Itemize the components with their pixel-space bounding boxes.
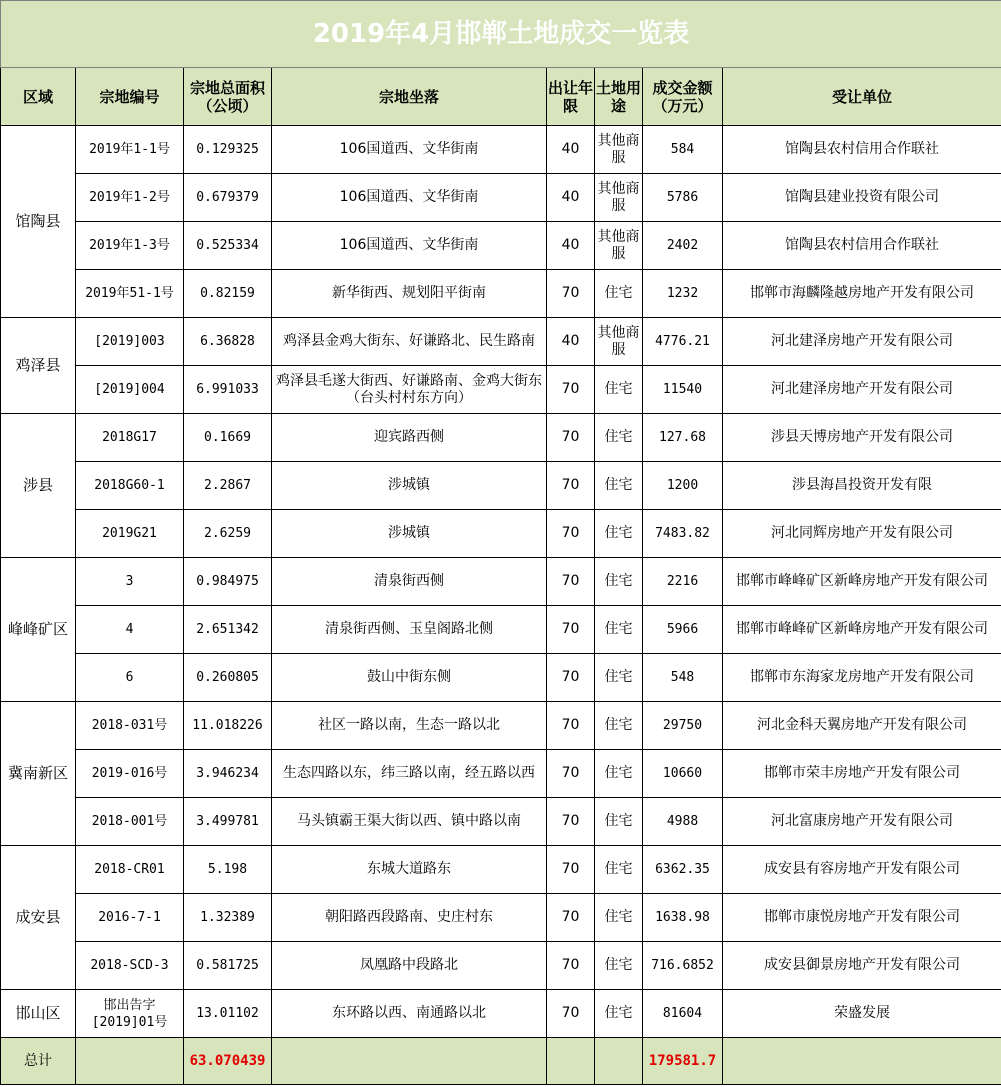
buyer-cell: 河北金科天翼房地产开发有限公司 [723, 702, 1001, 750]
term-cell: 70 [547, 510, 595, 558]
table-row [1, 606, 1001, 654]
table-row [1, 366, 1001, 414]
area-cell: 3.499781 [184, 798, 272, 846]
area-cell: 0.984975 [184, 558, 272, 606]
use-cell: 住宅 [595, 414, 643, 462]
location-cell: 新华街西、规划阳平街南 [272, 270, 547, 318]
term-cell: 70 [547, 462, 595, 510]
amount-cell: 548 [643, 654, 723, 702]
table-title: 2019年4月邯郸土地成交一览表 [1, 1, 1001, 68]
buyer-cell: 邯郸市峰峰矿区新峰房地产开发有限公司 [723, 558, 1001, 606]
area-cell: 2.2867 [184, 462, 272, 510]
location-cell: 鼓山中街东侧 [272, 654, 547, 702]
table-row [1, 702, 1001, 750]
buyer-cell: 馆陶县农村信用合作联社 [723, 126, 1001, 174]
parcel-no-cell: 2019年1-1号 [76, 126, 184, 174]
table-row [1, 990, 1001, 1038]
parcel-no-cell: 2019年1-2号 [76, 174, 184, 222]
location-cell: 东环路以西、南通路以北 [272, 990, 547, 1038]
header-use: 土地用途 [595, 68, 643, 126]
table-row [1, 750, 1001, 798]
location-cell: 生态四路以东，纬三路以南，经五路以西 [272, 750, 547, 798]
total-area: 63.070439 [184, 1038, 272, 1085]
term-cell: 70 [547, 750, 595, 798]
table-row [1, 846, 1001, 894]
table-row [1, 270, 1001, 318]
parcel-no-cell: 2018-031号 [76, 702, 184, 750]
table-row [1, 798, 1001, 846]
parcel-no-cell: 邯出告字[2019]01号 [76, 990, 184, 1038]
location-cell: 鸡泽县毛遂大街西、好谦路南、金鸡大街东（台头村村东方向） [272, 366, 547, 414]
term-cell: 40 [547, 126, 595, 174]
use-cell: 住宅 [595, 510, 643, 558]
location-cell: 涉城镇 [272, 462, 547, 510]
table-row [1, 414, 1001, 462]
term-cell: 70 [547, 414, 595, 462]
use-cell: 住宅 [595, 702, 643, 750]
buyer-cell: 河北建泽房地产开发有限公司 [723, 318, 1001, 366]
location-cell: 清泉街西侧 [272, 558, 547, 606]
region-cell: 鸡泽县 [1, 318, 76, 414]
parcel-no-cell: 2016-7-1 [76, 894, 184, 942]
buyer-cell: 成安县有容房地产开发有限公司 [723, 846, 1001, 894]
term-cell: 70 [547, 558, 595, 606]
buyer-cell: 邯郸市康悦房地产开发有限公司 [723, 894, 1001, 942]
use-cell: 其他商服 [595, 318, 643, 366]
parcel-no-cell: 4 [76, 606, 184, 654]
amount-cell: 4776.21 [643, 318, 723, 366]
term-cell: 40 [547, 174, 595, 222]
buyer-cell: 馆陶县农村信用合作联社 [723, 222, 1001, 270]
amount-cell: 29750 [643, 702, 723, 750]
area-cell: 6.36828 [184, 318, 272, 366]
total-diagonal-cell [595, 1038, 643, 1085]
area-cell: 13.01102 [184, 990, 272, 1038]
header-term: 出让年限 [547, 68, 595, 126]
header-area: 宗地总面积（公顷） [184, 68, 272, 126]
parcel-no-cell: 2019-016号 [76, 750, 184, 798]
amount-cell: 10660 [643, 750, 723, 798]
amount-cell: 1200 [643, 462, 723, 510]
region-cell: 涉县 [1, 414, 76, 558]
term-cell: 40 [547, 222, 595, 270]
area-cell: 5.198 [184, 846, 272, 894]
location-cell: 106国道西、文华街南 [272, 126, 547, 174]
buyer-cell: 涉县海昌投资开发有限 [723, 462, 1001, 510]
total-diagonal-cell [723, 1038, 1001, 1085]
location-cell: 马头镇霸王渠大街以西、镇中路以南 [272, 798, 547, 846]
area-cell: 1.32389 [184, 894, 272, 942]
parcel-no-cell: 2018-CR01 [76, 846, 184, 894]
use-cell: 住宅 [595, 750, 643, 798]
use-cell: 住宅 [595, 846, 643, 894]
use-cell: 住宅 [595, 558, 643, 606]
header-amount: 成交金额（万元） [643, 68, 723, 126]
term-cell: 70 [547, 270, 595, 318]
parcel-no-cell: 2019年1-3号 [76, 222, 184, 270]
use-cell: 住宅 [595, 942, 643, 990]
area-cell: 0.129325 [184, 126, 272, 174]
location-cell: 106国道西、文华街南 [272, 222, 547, 270]
use-cell: 其他商服 [595, 126, 643, 174]
region-cell: 峰峰矿区 [1, 558, 76, 702]
buyer-cell: 邯郸市东海家龙房地产开发有限公司 [723, 654, 1001, 702]
buyer-cell: 馆陶县建业投资有限公司 [723, 174, 1001, 222]
area-cell: 0.581725 [184, 942, 272, 990]
area-cell: 3.946234 [184, 750, 272, 798]
location-cell: 凤凰路中段路北 [272, 942, 547, 990]
table-row [1, 558, 1001, 606]
term-cell: 70 [547, 702, 595, 750]
area-cell: 11.018226 [184, 702, 272, 750]
location-cell: 106国道西、文华街南 [272, 174, 547, 222]
location-cell: 迎宾路西侧 [272, 414, 547, 462]
use-cell: 住宅 [595, 894, 643, 942]
amount-cell: 1638.98 [643, 894, 723, 942]
term-cell: 70 [547, 894, 595, 942]
amount-cell: 5966 [643, 606, 723, 654]
location-cell: 朝阳路西段路南、史庄村东 [272, 894, 547, 942]
term-cell: 70 [547, 654, 595, 702]
table-row [1, 318, 1001, 366]
table-row [1, 174, 1001, 222]
use-cell: 其他商服 [595, 222, 643, 270]
use-cell: 住宅 [595, 606, 643, 654]
use-cell: 住宅 [595, 462, 643, 510]
parcel-no-cell: 2019G21 [76, 510, 184, 558]
location-cell: 社区一路以南，生态一路以北 [272, 702, 547, 750]
total-diagonal-cell [547, 1038, 595, 1085]
total-diagonal-cell [272, 1038, 547, 1085]
buyer-cell: 河北建泽房地产开发有限公司 [723, 366, 1001, 414]
location-cell: 东城大道路东 [272, 846, 547, 894]
region-cell: 冀南新区 [1, 702, 76, 846]
table-row [1, 222, 1001, 270]
amount-cell: 7483.82 [643, 510, 723, 558]
term-cell: 70 [547, 942, 595, 990]
parcel-no-cell: 2018-001号 [76, 798, 184, 846]
total-row [1, 1038, 1001, 1085]
amount-cell: 6362.35 [643, 846, 723, 894]
area-cell: 6.991033 [184, 366, 272, 414]
header-row [1, 68, 1001, 126]
parcel-no-cell: 2018G60-1 [76, 462, 184, 510]
header-region: 区域 [1, 68, 76, 126]
term-cell: 70 [547, 606, 595, 654]
table-row [1, 462, 1001, 510]
table-row [1, 654, 1001, 702]
area-cell: 0.525334 [184, 222, 272, 270]
table-row [1, 894, 1001, 942]
table-row [1, 126, 1001, 174]
parcel-no-cell: 2018G17 [76, 414, 184, 462]
amount-cell: 4988 [643, 798, 723, 846]
use-cell: 其他商服 [595, 174, 643, 222]
use-cell: 住宅 [595, 798, 643, 846]
amount-cell: 127.68 [643, 414, 723, 462]
buyer-cell: 成安县御景房地产开发有限公司 [723, 942, 1001, 990]
amount-cell: 716.6852 [643, 942, 723, 990]
location-cell: 鸡泽县金鸡大街东、好谦路北、民生路南 [272, 318, 547, 366]
use-cell: 住宅 [595, 990, 643, 1038]
parcel-no-cell: 2018-SCD-3 [76, 942, 184, 990]
amount-cell: 2402 [643, 222, 723, 270]
amount-cell: 1232 [643, 270, 723, 318]
amount-cell: 584 [643, 126, 723, 174]
buyer-cell: 荣盛发展 [723, 990, 1001, 1038]
total-amount: 179581.7 [643, 1038, 723, 1085]
amount-cell: 2216 [643, 558, 723, 606]
term-cell: 70 [547, 990, 595, 1038]
region-cell: 邯山区 [1, 990, 76, 1038]
total-label: 总计 [1, 1038, 76, 1085]
term-cell: 40 [547, 318, 595, 366]
use-cell: 住宅 [595, 366, 643, 414]
location-cell: 清泉街西侧、玉皇阁路北侧 [272, 606, 547, 654]
buyer-cell: 河北富康房地产开发有限公司 [723, 798, 1001, 846]
amount-cell: 81604 [643, 990, 723, 1038]
area-cell: 2.651342 [184, 606, 272, 654]
buyer-cell: 邯郸市海麟隆越房地产开发有限公司 [723, 270, 1001, 318]
region-cell: 成安县 [1, 846, 76, 990]
buyer-cell: 河北同辉房地产开发有限公司 [723, 510, 1001, 558]
area-cell: 0.679379 [184, 174, 272, 222]
area-cell: 0.82159 [184, 270, 272, 318]
header-buyer: 受让单位 [723, 68, 1001, 126]
area-cell: 0.260805 [184, 654, 272, 702]
term-cell: 70 [547, 846, 595, 894]
header-parcel-no: 宗地编号 [76, 68, 184, 126]
parcel-no-cell: 3 [76, 558, 184, 606]
location-cell: 涉城镇 [272, 510, 547, 558]
buyer-cell: 邯郸市荣丰房地产开发有限公司 [723, 750, 1001, 798]
parcel-no-cell: 6 [76, 654, 184, 702]
table-row [1, 942, 1001, 990]
buyer-cell: 邯郸市峰峰矿区新峰房地产开发有限公司 [723, 606, 1001, 654]
total-diagonal-cell [76, 1038, 184, 1085]
area-cell: 0.1669 [184, 414, 272, 462]
buyer-cell: 涉县天博房地产开发有限公司 [723, 414, 1001, 462]
parcel-no-cell: [2019]003 [76, 318, 184, 366]
header-location: 宗地坐落 [272, 68, 547, 126]
region-cell: 馆陶县 [1, 126, 76, 318]
term-cell: 70 [547, 798, 595, 846]
parcel-no-cell: 2019年51-1号 [76, 270, 184, 318]
table-row [1, 510, 1001, 558]
term-cell: 70 [547, 366, 595, 414]
amount-cell: 5786 [643, 174, 723, 222]
amount-cell: 11540 [643, 366, 723, 414]
parcel-no-cell: [2019]004 [76, 366, 184, 414]
use-cell: 住宅 [595, 270, 643, 318]
use-cell: 住宅 [595, 654, 643, 702]
area-cell: 2.6259 [184, 510, 272, 558]
